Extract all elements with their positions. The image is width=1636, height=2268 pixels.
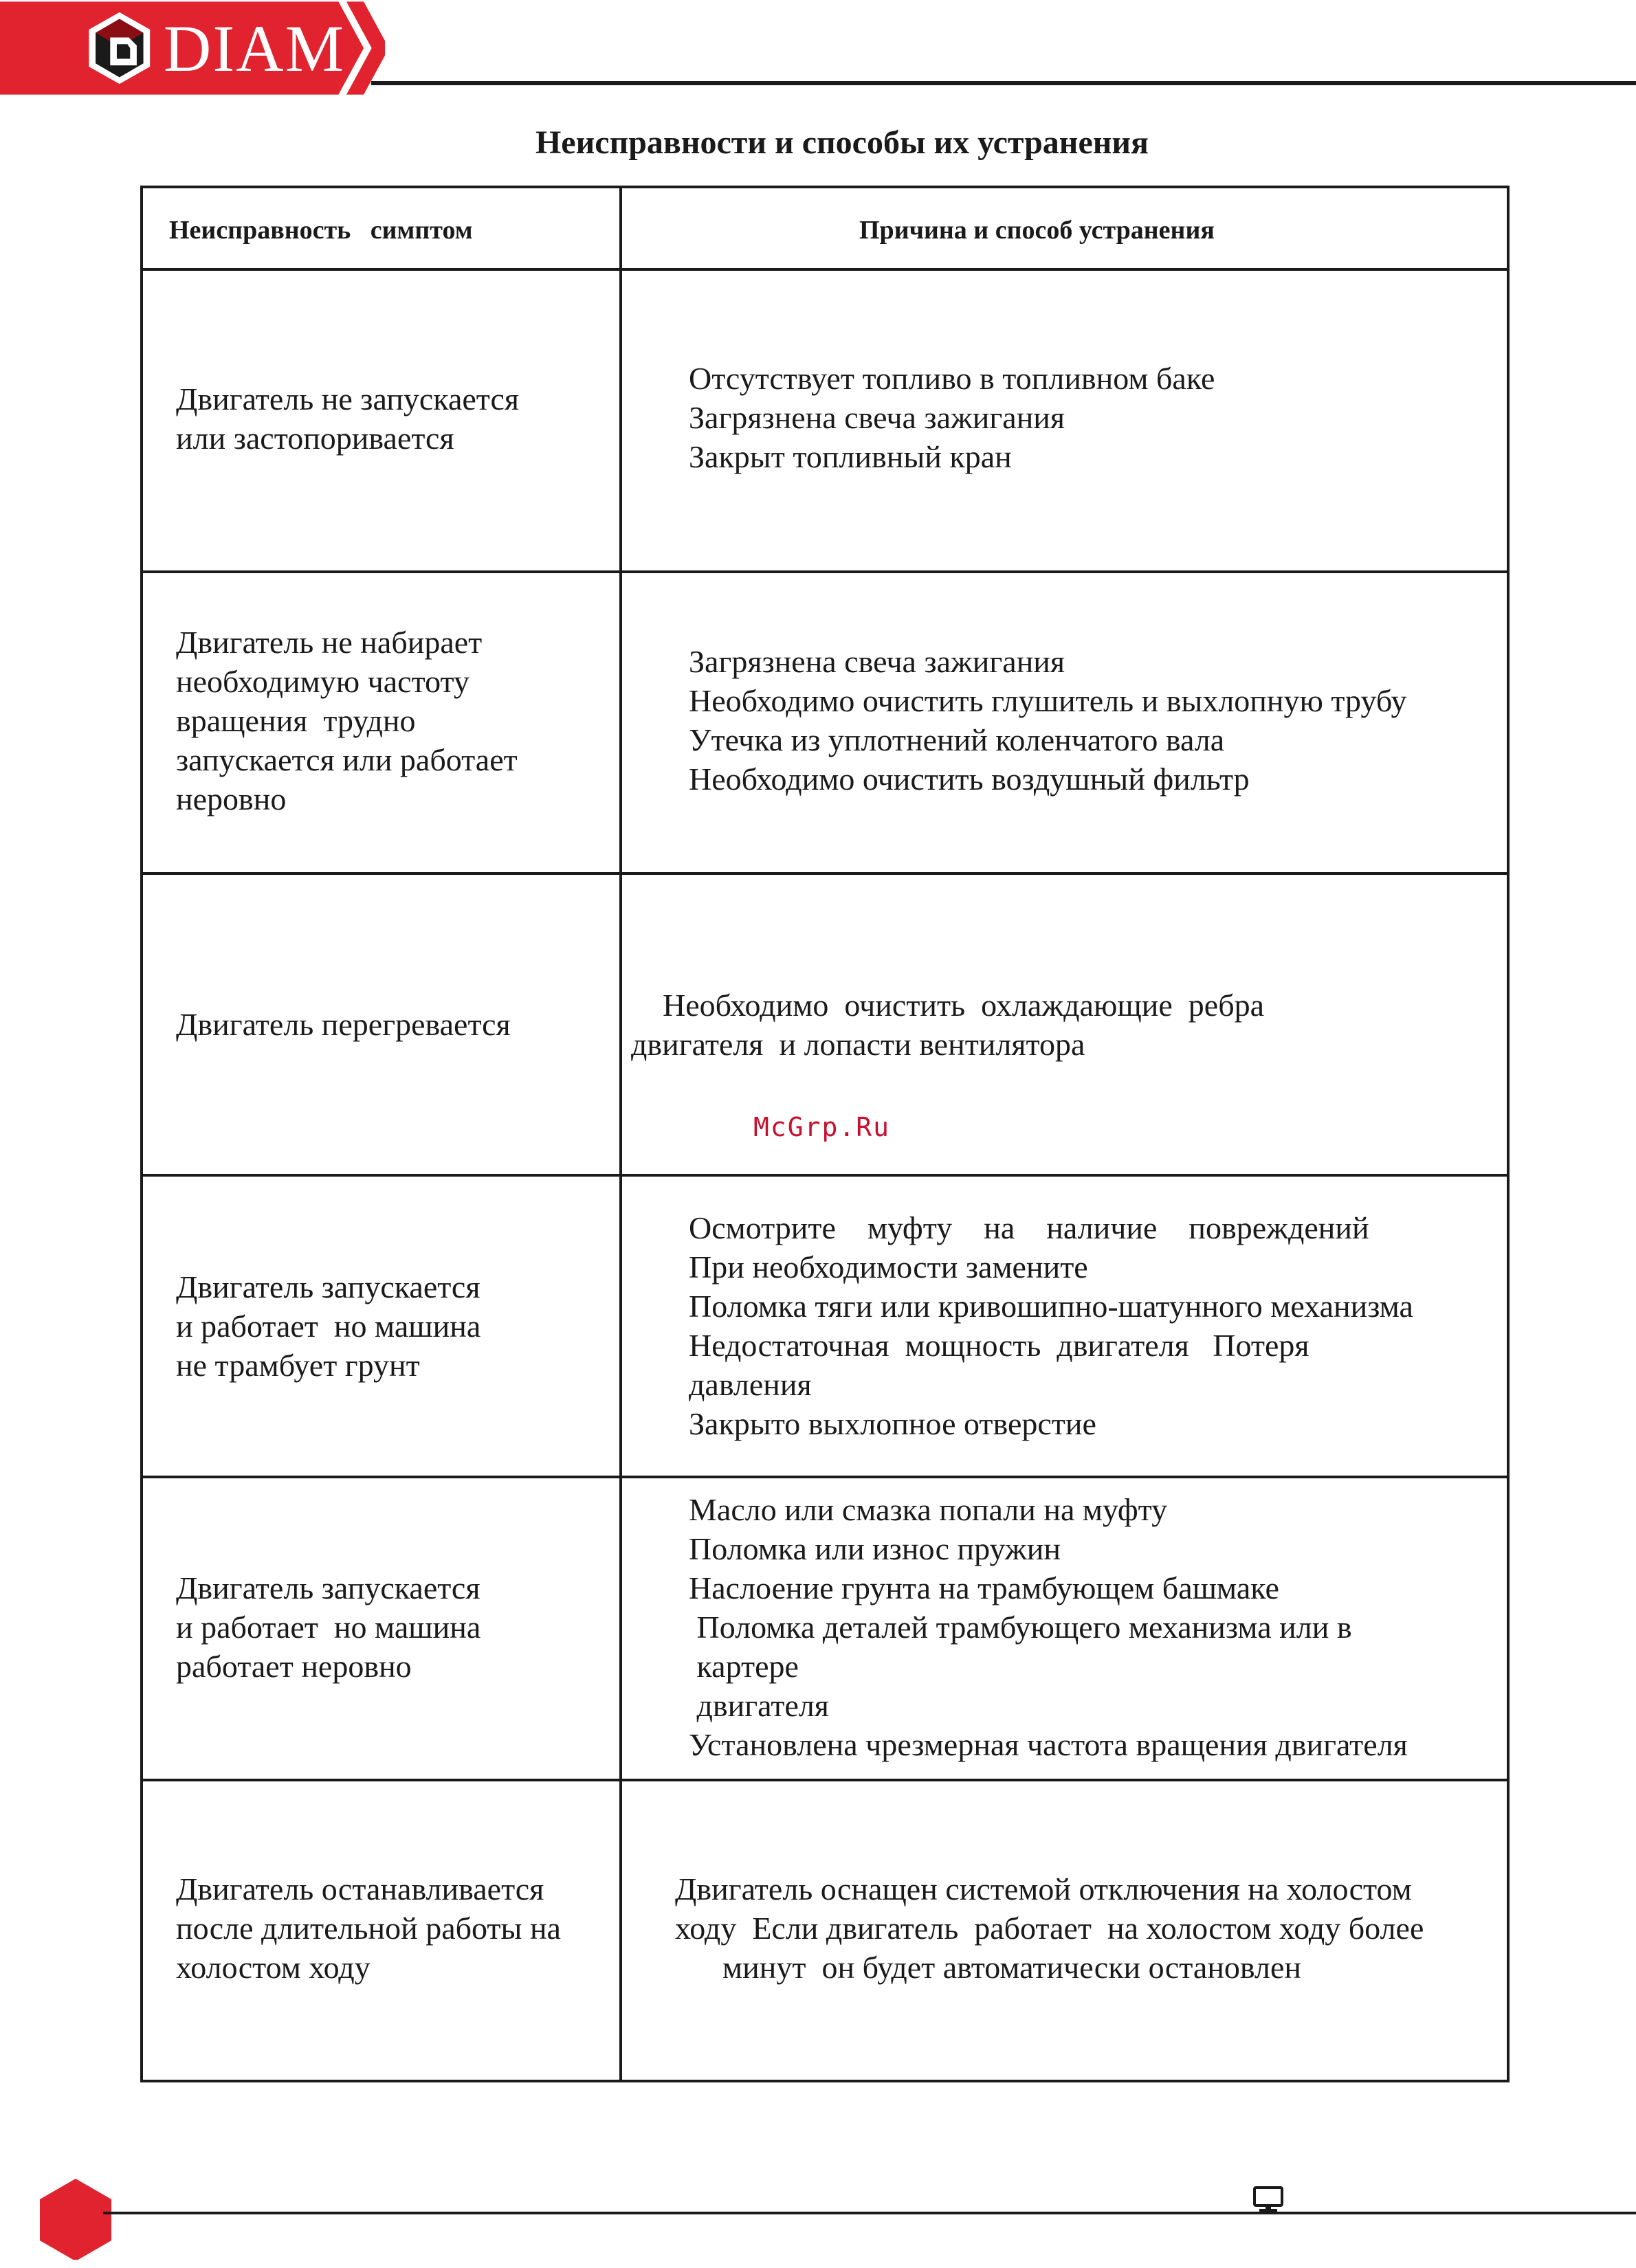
row-symptom: Двигатель запускается и работает но машина не трамбует грунт — [176, 1269, 481, 1383]
table-border-right — [1507, 186, 1510, 2082]
row-cause: Отсутствует топливо в топливном баке Загрязнена свеча зажигания Закрыт топливный кран — [689, 361, 1215, 474]
brand-name: DIAM — [164, 12, 345, 85]
column-header-symptom: Неисправность симптом — [169, 216, 473, 245]
row-cause: Необходимо очистить охлаждающие ребра двигателя и лопасти вентилятора — [631, 988, 1265, 1062]
row-symptom: Двигатель не запускается или застопоривается — [176, 381, 520, 456]
row-cause: Масло или смазка попали на муфту Поломка или износ пружин Наслоение грунта на трамбующем башмаке Поломка деталей трамбующего механизма или в картере двигателя Установлена чрезмерная частота вращения двигателя — [689, 1492, 1408, 1762]
table-border-bottom — [140, 2080, 1510, 2082]
monitor-icon — [1252, 2186, 1284, 2213]
footer-hexagon-icon — [34, 2177, 117, 2260]
row-cause: Осмотрите муфту на наличие повреждений При необходимости замените Поломка тяги или кривошипно-шатунного механизма Недостаточная мощность двигателя Потеря давления Закрыто выхлопное отверстие — [689, 1210, 1413, 1441]
row-divider — [140, 1476, 1510, 1478]
troubleshooting-table — [140, 186, 1510, 2268]
table-border-top — [140, 186, 1510, 188]
row-divider — [140, 570, 1510, 573]
row-symptom: Двигатель не набирает необходимую частоту вращения трудно запускается или работает неровно — [176, 625, 518, 816]
row-divider — [140, 872, 1510, 875]
row-symptom: Двигатель перегревается — [176, 1007, 511, 1042]
column-header-cause: Причина и способ устранения — [859, 216, 1215, 245]
row-symptom: Двигатель запускается и работает но машина работает неровно — [176, 1570, 481, 1684]
row-cause: Двигатель оснащен системой отключения на холостом ходу Если двигатель работает на холостом ходу более минут он будет автоматически остановлен — [675, 1871, 1424, 1985]
row-symptom: Двигатель останавливается после длительной работы на холостом ходу — [176, 1871, 561, 1985]
row-cause: Загрязнена свеча зажигания Необходимо очистить глушитель и выхлопную трубу Утечка из уплотнений коленчатого вала Необходимо очистить воздушный фильтр — [689, 644, 1407, 797]
header-rule — [371, 81, 1636, 85]
page-title: Неисправности и способы их устранения — [535, 124, 1149, 161]
footer-rule — [103, 2212, 1636, 2214]
row-divider — [140, 1779, 1510, 1781]
row-divider — [140, 1174, 1510, 1177]
table-header-divider — [140, 268, 1510, 271]
watermark: McGrp.Ru — [753, 1112, 891, 1142]
table-border-left — [140, 186, 143, 2082]
column-divider — [619, 186, 622, 2082]
